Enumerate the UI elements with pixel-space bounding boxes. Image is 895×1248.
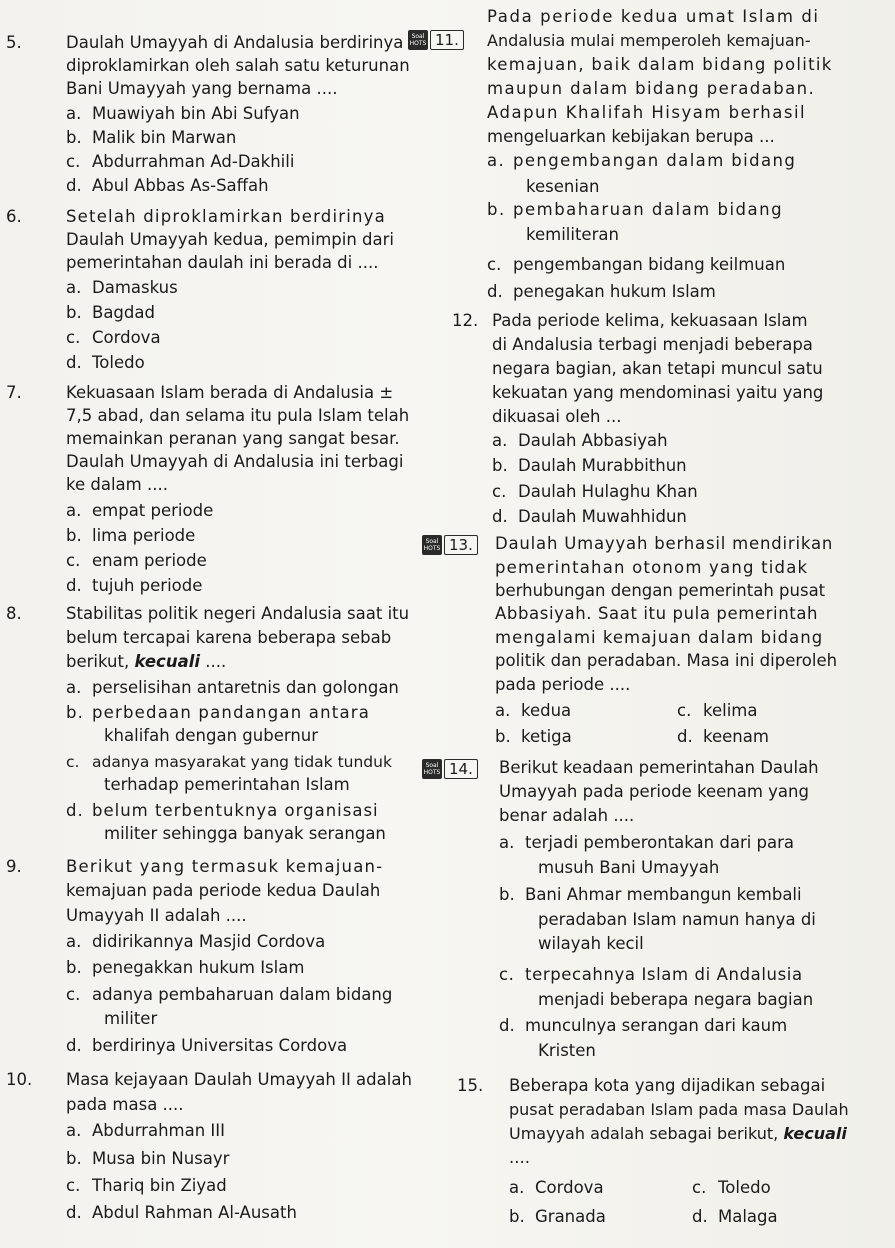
question-text: Pada periode kedua umat Islam di	[487, 7, 820, 26]
hots-icon: Soal HOTS	[422, 759, 442, 779]
option-c[interactable]: c. Thariq bin Ziyad	[66, 1176, 227, 1195]
option-b[interactable]: b. pembaharuan dalam bidang	[487, 200, 784, 219]
question-number: 9.	[6, 857, 22, 876]
question-text: Pada periode kelima, kekuasaan Islam	[492, 311, 808, 330]
question-text: Masa kejayaan Daulah Umayyah II adalah	[66, 1070, 412, 1089]
hots-badge	[408, 30, 464, 50]
option-b[interactable]: b. ketiga	[495, 727, 572, 746]
option-d[interactable]: d. penegakan hukum Islam	[487, 282, 716, 301]
option-a[interactable]: a. terjadi pemberontakan dari para	[499, 833, 795, 852]
question-text: Kekuasaan Islam berada di Andalusia ±	[66, 383, 394, 402]
option-d[interactable]: d. munculnya serangan dari kaum	[499, 1016, 788, 1035]
option-a[interactable]: a. didirikannya Masjid Cordova	[66, 932, 326, 951]
option-a[interactable]: a. Cordova	[509, 1178, 604, 1197]
question-text: Berikut yang termasuk kemajuan-	[66, 857, 384, 876]
option-a[interactable]: a. empat periode	[66, 501, 214, 520]
option-b[interactable]: b. Malik bin Marwan	[66, 128, 237, 147]
option-d[interactable]: d. Daulah Muwahhidun	[492, 507, 687, 526]
option-b[interactable]: b. Bani Ahmar membangun kembali	[499, 885, 802, 904]
option-c[interactable]: c. adanya masyarakat yang tidak tunduk	[66, 753, 392, 771]
option-a[interactable]: a. Abdurrahman III	[66, 1121, 226, 1140]
question-text: Daulah Umayyah di Andalusia ini terbagi	[66, 452, 404, 471]
option-b[interactable]: b. penegakkan hukum Islam	[66, 958, 305, 977]
option-b-continued: peradaban Islam namun hanya di	[538, 910, 816, 929]
emphasis-kecuali: kecuali	[134, 652, 201, 671]
question-text: Andalusia mulai memperoleh kemajuan-	[487, 31, 811, 50]
question-text: negara bagian, akan tetapi muncul satu	[492, 359, 823, 378]
question-text: Beberapa kota yang dijadikan sebagai	[509, 1076, 826, 1095]
question-number: 8.	[6, 604, 22, 623]
question-text: pemerintahan otonom yang tidak	[495, 558, 809, 577]
option-c[interactable]: c. Abdurrahman Ad-Dakhili	[66, 152, 295, 171]
option-a[interactable]: a. kedua	[495, 701, 572, 720]
option-b[interactable]: b. Daulah Murabbithun	[492, 456, 687, 475]
option-b[interactable]: b. perbedaan pandangan antara	[66, 703, 371, 722]
question-number: 7.	[6, 383, 22, 402]
question-text: politik dan peradaban. Masa ini diperoleh	[495, 651, 838, 670]
option-d-continued: militer sehingga banyak serangan	[104, 824, 386, 843]
question-text: Bani Umayyah yang bernama ....	[66, 79, 338, 98]
option-c[interactable]: c. pengembangan bidang keilmuan	[487, 255, 786, 274]
question-text: di Andalusia terbagi menjadi beberapa	[492, 335, 813, 354]
option-c[interactable]: c. adanya pembaharuan dalam bidang	[66, 985, 393, 1004]
question-text: Daulah Umayyah di Andalusia berdirinya	[66, 33, 404, 52]
option-d[interactable]: d. berdirinya Universitas Cordova	[66, 1036, 348, 1055]
question-text: pada periode ....	[495, 675, 631, 694]
option-d[interactable]: d. tujuh periode	[66, 576, 203, 595]
question-text: kemajuan, baik dalam bidang politik	[487, 55, 833, 74]
option-b[interactable]: b. Musa bin Nusayr	[66, 1149, 230, 1168]
question-text: memainkan peranan yang sangat besar.	[66, 429, 400, 448]
option-b-continued: kemiliteran	[526, 225, 619, 244]
option-d[interactable]: d. belum terbentuknya organisasi	[66, 801, 379, 820]
hots-icon: Soal HOTS	[422, 535, 442, 555]
question-text: mengeluarkan kebijakan berupa ...	[487, 127, 775, 146]
question-text: belum tercapai karena beberapa sebab	[66, 628, 392, 647]
question-text: maupun dalam bidang peradaban.	[487, 79, 816, 98]
question-text: ke dalam ....	[66, 475, 168, 494]
question-text: Adapun Khalifah Hisyam berhasil	[487, 103, 807, 122]
question-text: kekuatan yang mendominasi yaitu yang	[492, 383, 824, 402]
option-d-continued: Kristen	[538, 1041, 596, 1060]
hots-badge	[422, 759, 478, 779]
option-a[interactable]: a. perselisihan antaretnis dan golongan	[66, 678, 399, 697]
question-text: pusat peradaban Islam pada masa Daulah	[509, 1100, 849, 1119]
option-a-continued: musuh Bani Umayyah	[538, 858, 720, 877]
option-c[interactable]: c. Toledo	[692, 1178, 771, 1197]
hots-badge	[422, 535, 478, 555]
question-text: kemajuan pada periode kedua Daulah	[66, 881, 381, 900]
question-text: berhubungan dengan pemerintah pusat	[495, 581, 826, 600]
option-d[interactable]: d. Toledo	[66, 353, 145, 372]
option-b[interactable]: b. Granada	[509, 1207, 606, 1226]
question-text: diproklamirkan oleh salah satu keturunan	[66, 56, 410, 75]
option-b[interactable]: b. Bagdad	[66, 303, 155, 322]
question-number: 13.	[444, 535, 478, 555]
question-text: pada masa ....	[66, 1095, 184, 1114]
question-text: Abbasiyah. Saat itu pula pemerintah	[495, 604, 819, 623]
question-number: 12.	[452, 311, 479, 330]
question-text: benar adalah ....	[499, 806, 635, 825]
question-number: 10.	[6, 1070, 33, 1089]
question-text: Daulah Umayyah kedua, pemimpin dari	[66, 230, 394, 249]
question-number: 14.	[444, 759, 478, 779]
option-c-continued: militer	[104, 1009, 158, 1028]
question-text: Stabilitas politik negeri Andalusia saat itu	[66, 604, 410, 623]
option-a[interactable]: a. Daulah Abbasiyah	[492, 431, 668, 450]
question-text: Setelah diproklamirkan berdirinya	[66, 207, 386, 226]
question-text: Berikut keadaan pemerintahan Daulah	[499, 758, 819, 777]
option-c-continued: menjadi beberapa negara bagian	[538, 990, 814, 1009]
option-c[interactable]: c. enam periode	[66, 551, 207, 570]
option-c[interactable]: c. terpecahnya Islam di Andalusia	[499, 965, 803, 984]
option-b-continued: khalifah dengan gubernur	[104, 726, 319, 745]
question-text: pemerintahan daulah ini berada di ....	[66, 253, 379, 272]
question-text: mengalami kemajuan dalam bidang	[495, 628, 824, 647]
question-text: Umayyah II adalah ....	[66, 906, 247, 925]
question-text: dikuasai oleh ...	[492, 407, 622, 426]
question-number: 5.	[6, 33, 22, 52]
question-number: 15.	[457, 1076, 484, 1095]
question-text: Daulah Umayyah berhasil mendirikan	[495, 534, 834, 553]
option-d[interactable]: d. keenam	[677, 727, 769, 746]
question-text: 7,5 abad, dan selama itu pula Islam telah	[66, 406, 410, 425]
option-c[interactable]: c. Cordova	[66, 328, 161, 347]
option-a-continued: kesenian	[526, 177, 600, 196]
hots-icon: Soal HOTS	[408, 30, 428, 50]
option-c[interactable]: c. Daulah Hulaghu Khan	[492, 482, 698, 501]
option-d[interactable]: d. Abdul Rahman Al-Ausath	[66, 1203, 297, 1222]
question-number: 11.	[430, 30, 464, 50]
option-b-continued: wilayah kecil	[538, 934, 644, 953]
option-a[interactable]: a. Muawiyah bin Abi Sufyan	[66, 104, 300, 123]
option-c[interactable]: c. kelima	[677, 701, 758, 720]
option-d[interactable]: d. Malaga	[692, 1207, 778, 1226]
question-number: 6.	[6, 207, 22, 226]
question-text: ....	[509, 1148, 530, 1167]
option-d[interactable]: d. Abul Abbas As-Saffah	[66, 176, 269, 195]
option-a[interactable]: a. pengembangan dalam bidang	[487, 151, 797, 170]
question-text: Umayyah pada periode keenam yang	[499, 782, 809, 801]
option-b[interactable]: b. lima periode	[66, 526, 196, 545]
question-text: Umayyah adalah sebagai berikut, kecuali	[509, 1124, 847, 1143]
question-text: berikut, kecuali ....	[66, 652, 227, 671]
option-c-continued: terhadap pemerintahan Islam	[104, 775, 350, 794]
option-a[interactable]: a. Damaskus	[66, 278, 178, 297]
emphasis-kecuali: kecuali	[783, 1124, 847, 1143]
